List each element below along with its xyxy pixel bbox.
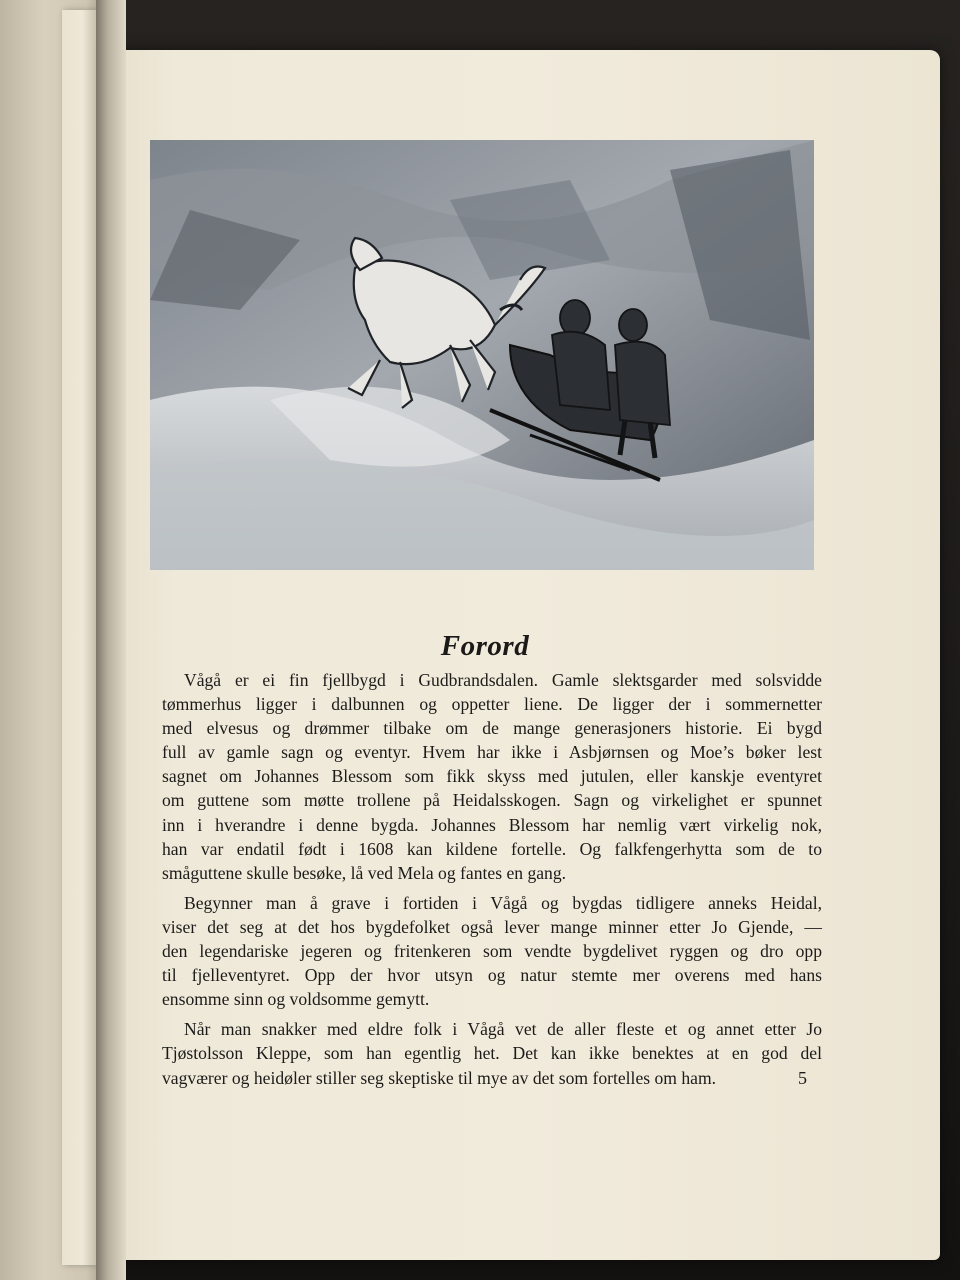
- text-line: vagværer og heidøler stiller seg skeptiske til mye av det som fortelles om ham.: [162, 1067, 717, 1088]
- paragraph: [162, 668, 822, 885]
- horse-sleigh-illustration: [150, 140, 814, 570]
- paragraph: [162, 891, 822, 1011]
- text-line: Vågå er ei fin fjellbygd i Gudbrandsdalen. Gamle slektsgarder med solsvidde: [184, 670, 822, 690]
- body-text: [162, 668, 822, 1096]
- text-line: inn i hverandre i denne bygda. Johannes Blessom har nemlig vært virkelig nok,: [162, 814, 822, 835]
- text-line: ensomme sinn og voldsomme gemytt.: [162, 989, 430, 1010]
- text-line: Begynner man å grave i fortiden i Vågå og bygdas tidligere anneks Heidal,: [184, 892, 822, 913]
- page-number: 5: [798, 1068, 807, 1088]
- left-page-edge: [62, 10, 96, 1265]
- text-line: til fjelleventyret. Opp der hvor utsyn og natur stemte mer overens med hans: [162, 965, 822, 986]
- text-line: sagnet om Johannes Blessom som fikk skyss med jutulen, eller kanskje eventyret: [162, 766, 822, 787]
- text-line: full av gamle sagn og eventyr. Hvem har ikke i Asbjørnsen og Moe’s bøker lest: [162, 742, 822, 763]
- text-line: småguttene skulle besøke, lå ved Mela og fantes en gang.: [162, 862, 567, 883]
- text-line: Tjøstolsson Kleppe, som han egentlig het. Det kan ikke benektes at en god del: [162, 1043, 822, 1064]
- text-line: han var endatil født i 1608 kan kildene fortelle. Og falkfengerhytta som de to: [162, 838, 822, 859]
- text-line: tømmerhus ligger i dalbunnen og oppetter liene. De ligger der i sommernetter: [162, 694, 822, 715]
- text-line: den legendariske jegeren og fritenkeren som vendte bygdelivet ryggen og dro opp: [162, 941, 822, 962]
- paragraph: [162, 1017, 822, 1089]
- page-title: Forord: [440, 630, 530, 662]
- book-gutter: [96, 0, 126, 1280]
- text-line: viser det seg at det hos bygdefolket også lever mange minner etter Jo Gjende, —: [162, 916, 822, 937]
- text-line: med elvesus og drømmer tilbake om de mange generasjoners historie. Ei bygd: [162, 718, 822, 739]
- text-line: Når man snakker med eldre folk i Vågå vet de aller fleste et og annet etter Jo: [184, 1019, 822, 1040]
- text-line: om guttene som møtte trollene på Heidalsskogen. Sagn og virkelighet er spunnet: [162, 790, 822, 811]
